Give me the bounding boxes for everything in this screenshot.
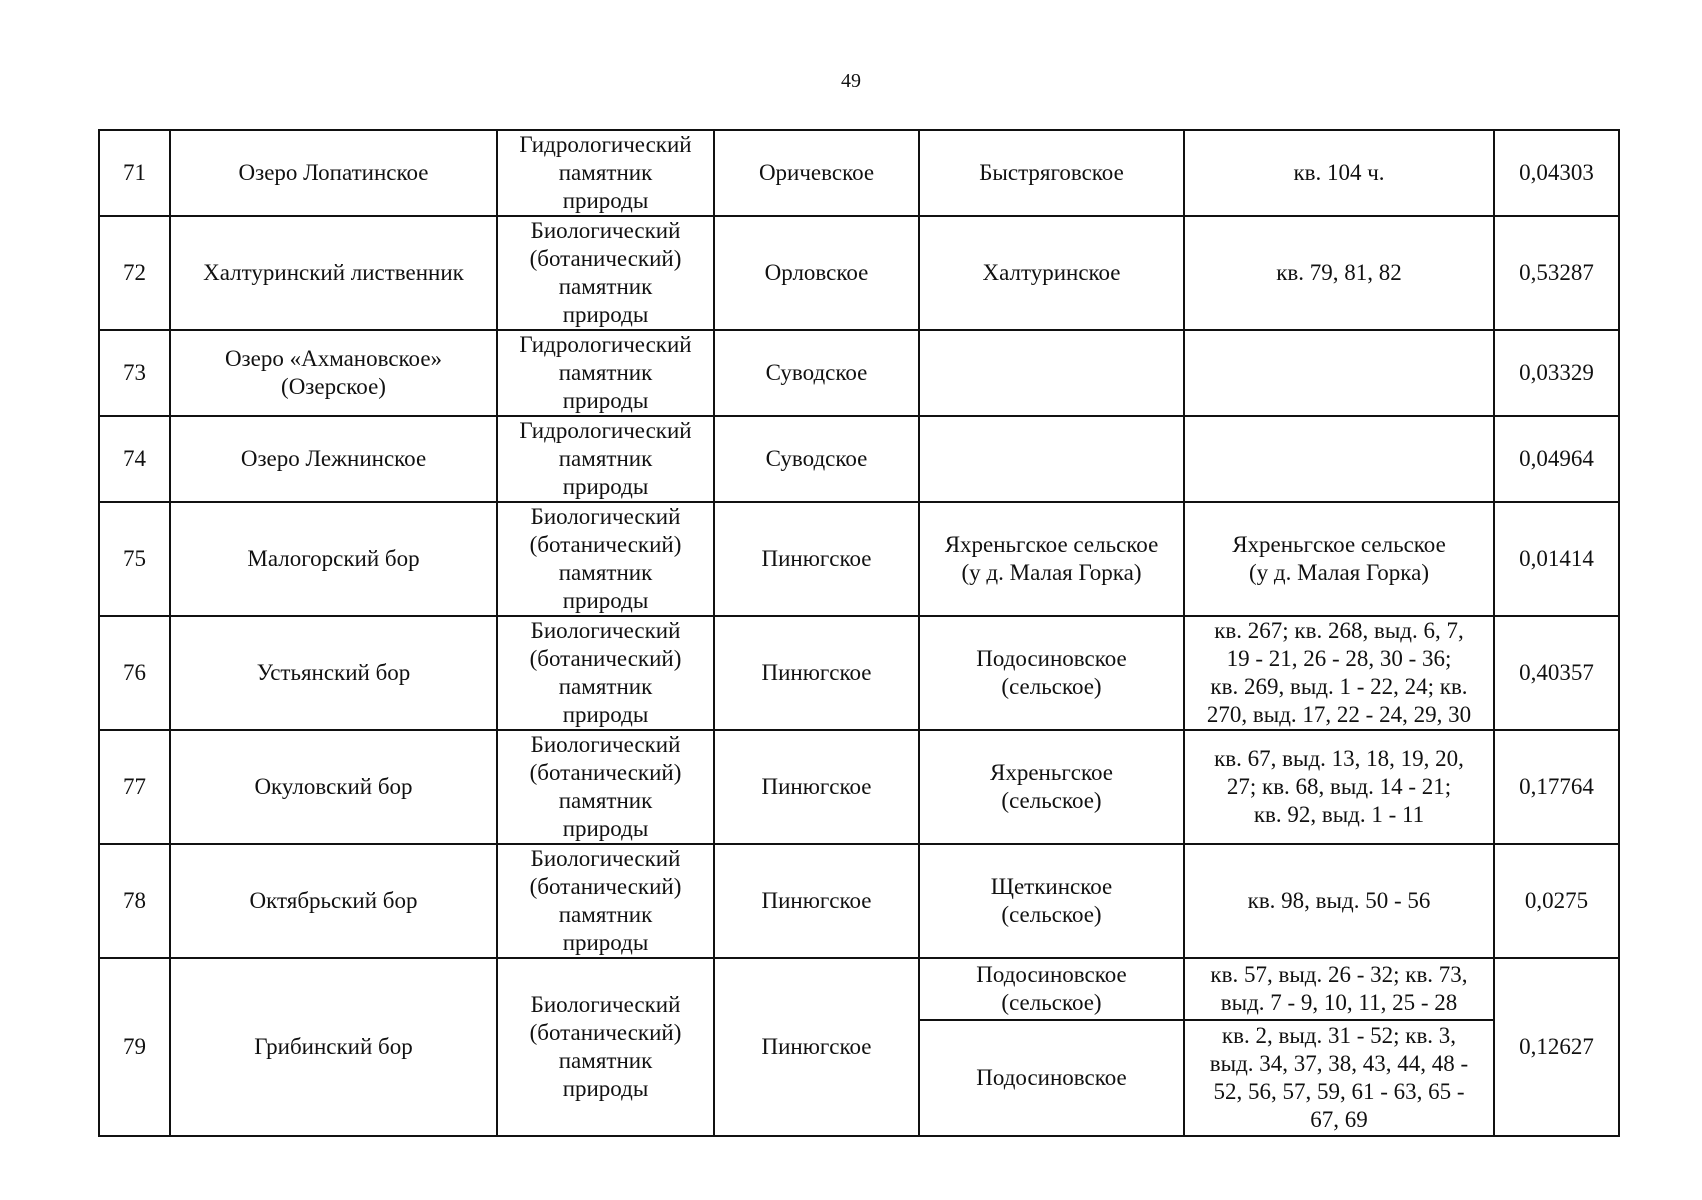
quarters: кв. 57, выд. 26 - 32; кв. 73, выд. 7 - 9, 10, 11, 25 - 28 — [1184, 958, 1494, 1020]
district: Пинюгское — [714, 616, 919, 730]
table-row — [99, 844, 1619, 958]
district: Пинюгское — [714, 502, 919, 616]
forestry: Подосиновское (сельское) — [919, 616, 1184, 730]
monument-category: Биологический (ботанический) памятник природы — [497, 502, 714, 616]
table-row — [99, 416, 1619, 502]
row-number: 71 — [99, 130, 170, 216]
district: Пинюгское — [714, 844, 919, 958]
quarters: кв. 79, 81, 82 — [1184, 216, 1494, 330]
area: 0,53287 — [1494, 216, 1619, 330]
quarters: кв. 98, выд. 50 - 56 — [1184, 844, 1494, 958]
monument-category: Биологический (ботанический) памятник природы — [497, 730, 714, 844]
monument-category: Биологический (ботанический) памятник природы — [497, 616, 714, 730]
monument-category: Биологический (ботанический) памятник природы — [497, 844, 714, 958]
page-number: 49 — [841, 70, 861, 92]
forestry: Яхреньгское сельское (у д. Малая Горка) — [919, 502, 1184, 616]
forestry — [919, 330, 1184, 416]
forestry: Халтуринское — [919, 216, 1184, 330]
table-row — [99, 330, 1619, 416]
monument-name: Окуловский бор — [170, 730, 497, 844]
forestry: Щеткинское (сельское) — [919, 844, 1184, 958]
monument-category: Гидрологический памятник природы — [497, 416, 714, 502]
area: 0,40357 — [1494, 616, 1619, 730]
monument-name: Халтуринский лиственник — [170, 216, 497, 330]
quarters: Яхреньгское сельское (у д. Малая Горка) — [1184, 502, 1494, 616]
area: 0,04964 — [1494, 416, 1619, 502]
area: 0,03329 — [1494, 330, 1619, 416]
quarters: кв. 104 ч. — [1184, 130, 1494, 216]
quarters: кв. 2, выд. 31 - 52; кв. 3, выд. 34, 37, 38, 43, 44, 48 - 52, 56, 57, 59, 61 - 63, 65 - 67, 69 — [1184, 1020, 1494, 1136]
row-number: 77 — [99, 730, 170, 844]
row-number: 75 — [99, 502, 170, 616]
table-row — [99, 502, 1619, 616]
forestry — [919, 416, 1184, 502]
quarters: кв. 67, выд. 13, 18, 19, 20, 27; кв. 68, выд. 14 - 21; кв. 92, выд. 1 - 11 — [1184, 730, 1494, 844]
table-row — [99, 730, 1619, 844]
row-number: 74 — [99, 416, 170, 502]
monument-name: Озеро «Ахмановское» (Озерское) — [170, 330, 497, 416]
monument-name: Малогорский бор — [170, 502, 497, 616]
table-row — [99, 216, 1619, 330]
district: Суводское — [714, 330, 919, 416]
monument-category: Биологический (ботанический) памятник природы — [497, 958, 714, 1136]
table-row — [99, 958, 1619, 1020]
quarters — [1184, 330, 1494, 416]
area: 0,04303 — [1494, 130, 1619, 216]
monument-category: Гидрологический памятник природы — [497, 330, 714, 416]
monument-name: Озеро Лежнинское — [170, 416, 497, 502]
monument-name: Грибинский бор — [170, 958, 497, 1136]
row-number: 79 — [99, 958, 170, 1136]
row-number: 76 — [99, 616, 170, 730]
quarters — [1184, 416, 1494, 502]
row-number: 78 — [99, 844, 170, 958]
monument-category: Гидрологический памятник природы — [497, 130, 714, 216]
monument-name: Озеро Лопатинское — [170, 130, 497, 216]
table-row — [99, 130, 1619, 216]
monument-name: Октябрьский бор — [170, 844, 497, 958]
area: 0,17764 — [1494, 730, 1619, 844]
district: Суводское — [714, 416, 919, 502]
forestry: Подосиновское — [919, 1020, 1184, 1136]
quarters: кв. 267; кв. 268, выд. 6, 7, 19 - 21, 26 - 28, 30 - 36; кв. 269, выд. 1 - 22, 24; кв. 270, выд. 17, 22 - 24, 29, 30 — [1184, 616, 1494, 730]
forestry: Яхреньгское (сельское) — [919, 730, 1184, 844]
district: Пинюгское — [714, 958, 919, 1136]
district: Орловское — [714, 216, 919, 330]
row-number: 72 — [99, 216, 170, 330]
monument-name: Устьянский бор — [170, 616, 497, 730]
forestry: Быстряговское — [919, 130, 1184, 216]
table-row — [99, 616, 1619, 730]
district: Пинюгское — [714, 730, 919, 844]
area: 0,01414 — [1494, 502, 1619, 616]
area: 0,12627 — [1494, 958, 1619, 1136]
district: Оричевское — [714, 130, 919, 216]
monument-category: Биологический (ботанический) памятник природы — [497, 216, 714, 330]
forestry: Подосиновское (сельское) — [919, 958, 1184, 1020]
row-number: 73 — [99, 330, 170, 416]
area: 0,0275 — [1494, 844, 1619, 958]
natural-monuments-table — [98, 129, 1620, 1137]
